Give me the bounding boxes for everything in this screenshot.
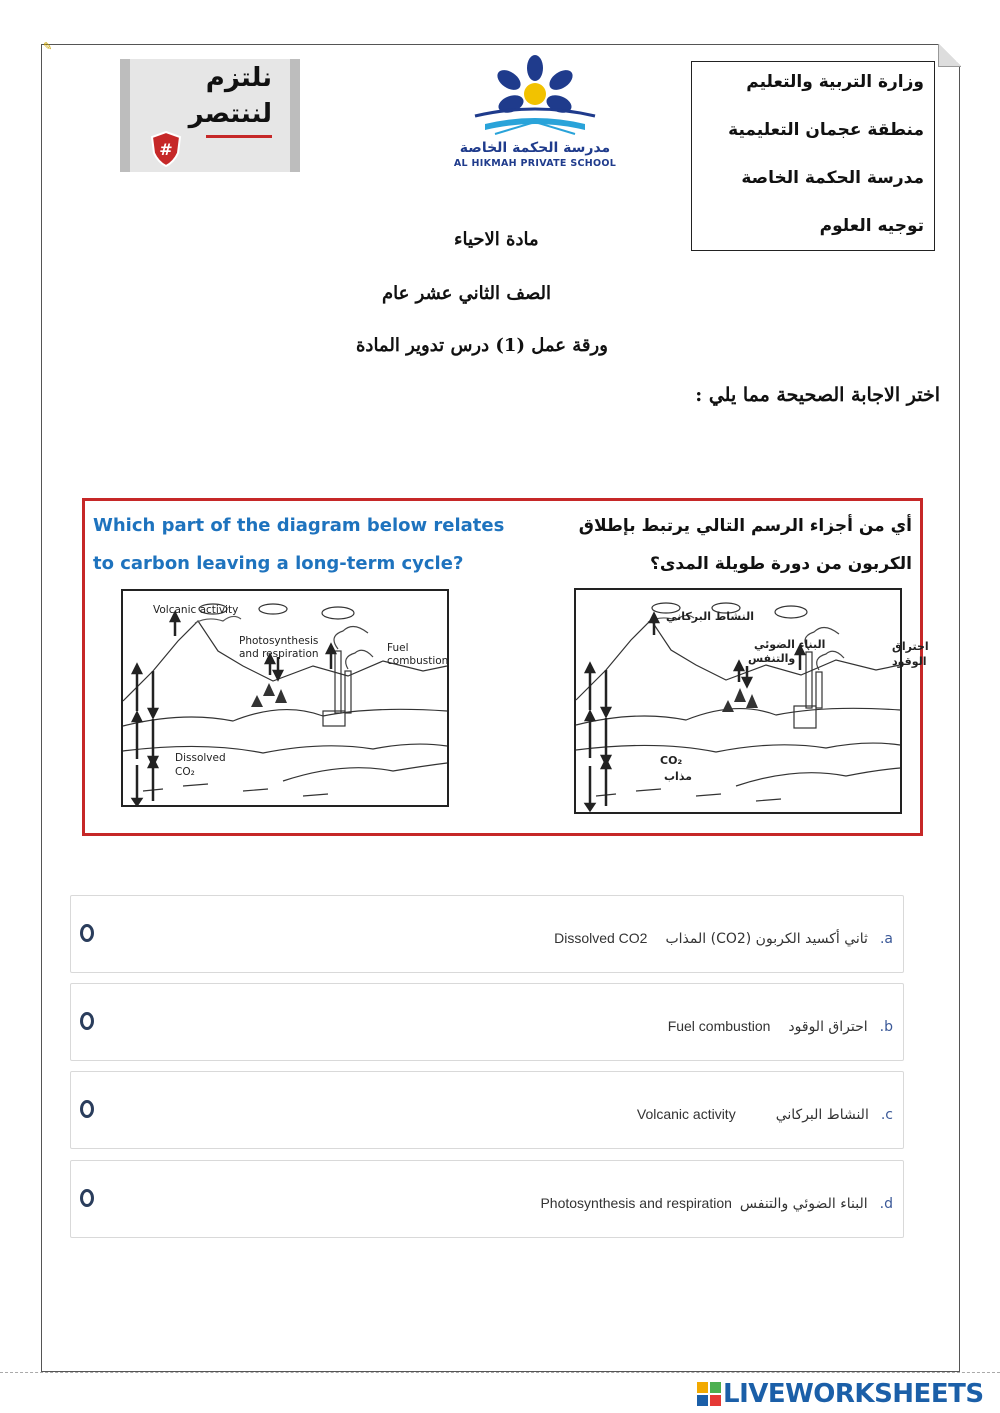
option-b-en: Fuel combustion (667, 1018, 771, 1034)
carbon-cycle-diagram-ar (574, 588, 929, 814)
label-photosynthesis: Photosynthesis (239, 635, 319, 647)
carbon-cycle-illustration-ar (576, 590, 929, 812)
option-c-en: Volcanic activity (636, 1106, 736, 1122)
header-line-region: منطقة عجمان التعليمية (728, 120, 924, 140)
label-ar-respiration: والتنفس (748, 652, 796, 665)
label-and-respiration: and respiration (239, 648, 319, 660)
option-d-radio[interactable] (80, 1189, 94, 1207)
option-d-ar: البناء الضوئي والتنفس (739, 1196, 868, 1212)
question-text-en: Which part of the diagram below relates to carbon leaving a long-term cycle? (93, 515, 505, 574)
option-c-ar: النشاط البركاني (775, 1107, 869, 1123)
label-fuel: Fuel (387, 642, 409, 654)
pin-icon: ✎ (43, 40, 53, 53)
header-line-department: توجيه العلوم (819, 216, 924, 236)
option-d-letter: d. (879, 1196, 893, 1212)
slogan-badge (120, 59, 300, 172)
liveworksheets-logo-icon (697, 1382, 721, 1406)
option-b-text (650, 1018, 893, 1035)
footer-divider (0, 1372, 1000, 1373)
label-ar-volcanic-activity: النشاط البركاني (666, 610, 754, 623)
option-a[interactable] (70, 895, 904, 973)
label-co2: CO₂ (175, 766, 195, 778)
school-logo-name-ar: مدرسة الحكمة الخاصة (459, 140, 611, 156)
shield-hash-text: # (159, 140, 173, 159)
option-c[interactable] (70, 1071, 904, 1149)
label-dissolved: Dissolved (175, 752, 226, 764)
option-c-letter: c. (880, 1107, 893, 1123)
label-ar-photosynthesis: البناء الضوئي (754, 638, 826, 651)
option-b-ar: احتراق الوقود (788, 1019, 868, 1035)
grade-title: الصف الثاني عشر عام (382, 283, 552, 304)
option-d-text (532, 1195, 893, 1212)
option-a-letter: a. (879, 931, 893, 947)
label-volcanic-activity: Volcanic activity (153, 604, 239, 616)
option-b[interactable] (70, 983, 904, 1061)
option-d[interactable] (70, 1160, 904, 1238)
option-a-en: Dissolved CO2 (554, 930, 648, 946)
question-box (82, 498, 929, 836)
carbon-cycle-diagram-en (121, 589, 449, 807)
shield-hash-icon (150, 131, 182, 167)
option-b-letter: b. (879, 1019, 893, 1035)
label-ar-combustion: احتراق (892, 640, 929, 653)
school-emblem-icon (445, 54, 625, 140)
header-line-school: مدرسة الحكمة الخاصة (741, 168, 924, 188)
option-a-text (536, 930, 893, 947)
liveworksheets-wordmark: LIVEWORKSHEETS (723, 1379, 984, 1409)
label-ar-co2: CO₂ (660, 754, 683, 767)
label-ar-dissolved: مذاب (664, 770, 692, 783)
option-c-radio[interactable] (80, 1100, 94, 1118)
option-a-ar: ثاني أكسيد الكربون (CO2) المذاب (665, 931, 868, 947)
question-text-ar: أي من أجزاء الرسم التالي يرتبط بإطلاق الكربون من دورة طويلة المدى؟ (578, 516, 912, 574)
header-line-ministry: وزارة التربية والتعليم (746, 72, 924, 92)
subject-title: مادة الاحياء (454, 229, 539, 250)
instruction-prompt: اختر الاجابة الصحيحة مما يلي : (695, 384, 940, 406)
option-c-text (597, 1106, 893, 1123)
slogan-line-1: نلتزم (205, 63, 272, 93)
label-combustion: combustion (387, 655, 449, 667)
school-logo (445, 54, 625, 174)
slogan-line-2: لننتصر (188, 99, 272, 129)
worksheet-title: ورقة عمل (1) درس تدوير المادة (356, 335, 608, 356)
school-logo-name-en: AL HIKMAH PRIVATE SCHOOL (453, 158, 617, 169)
option-b-radio[interactable] (80, 1012, 94, 1030)
ministry-header-box (691, 61, 935, 251)
page-fold-corner (938, 44, 961, 67)
carbon-cycle-illustration-en (123, 591, 447, 805)
option-d-en: Photosynthesis and respiration (540, 1195, 732, 1211)
option-a-radio[interactable] (80, 924, 94, 942)
label-ar-fuel: الوقود (892, 655, 927, 668)
slogan-underline (206, 135, 272, 138)
